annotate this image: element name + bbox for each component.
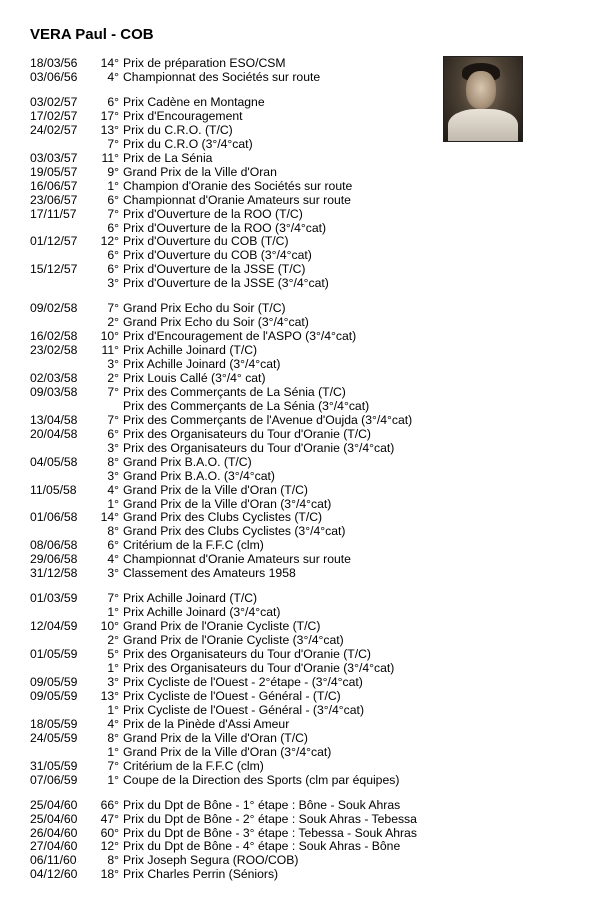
result-event: Prix des Organisateurs du Tour d'Oranie (3°/4°cat) [123, 661, 395, 675]
result-date: 29/06/58 [30, 552, 78, 567]
result-event: Prix des Commerçants de La Sénia (T/C) [123, 385, 346, 399]
result-date: 04/05/58 [30, 454, 78, 469]
result-rank: 6° [107, 95, 119, 110]
result-date: 01/03/59 [30, 591, 78, 606]
result-rank: 6° [107, 426, 119, 441]
result-date: 01/12/57 [30, 234, 78, 249]
result-event: Champion d'Oranie des Sociétés sur route [123, 178, 353, 193]
result-event: Prix du Dpt de Bône - 1° étape : Bône - Souk Ahras [123, 797, 401, 812]
result-date: 09/03/58 [30, 385, 78, 399]
result-rank: 17° [100, 109, 119, 123]
result-rank: 6° [107, 248, 119, 263]
result-date: 08/06/58 [30, 538, 78, 553]
result-date: 18/05/59 [30, 716, 78, 731]
result-rank: 12° [100, 839, 119, 854]
result-event: Prix Cadène en Montagne [123, 95, 265, 110]
result-date: 01/06/58 [30, 510, 78, 525]
result-rank: 1° [107, 661, 119, 675]
result-event: Grand Prix de l'Oranie Cycliste (T/C) [123, 619, 321, 634]
result-event: Prix des Organisateurs du Tour d'Oranie (T/C) [123, 426, 371, 441]
result-rank: 3° [107, 440, 119, 455]
result-event: Prix d'Encouragement [123, 109, 243, 123]
result-date: 24/05/59 [30, 730, 78, 745]
result-rank: 3° [107, 468, 119, 483]
result-date: 18/03/56 [30, 56, 78, 70]
result-event: Prix d'Ouverture du COB (T/C) [123, 234, 289, 249]
result-date: 19/05/57 [30, 164, 78, 179]
result-event: Critérium de la F.F.C (clm) [123, 538, 264, 553]
result-rank: 60° [100, 825, 119, 840]
portrait-face [466, 71, 496, 109]
result-date: 31/12/58 [30, 566, 78, 581]
result-rank: 10° [100, 329, 119, 344]
result-event: Grand Prix des Clubs Cyclistes (T/C) [123, 510, 323, 525]
result-event: Grand Prix B.A.O. (3°/4°cat) [123, 468, 275, 483]
result-date: 16/06/57 [30, 178, 78, 193]
result-event: Grand Prix de la Ville d'Oran (T/C) [123, 482, 308, 497]
result-date: 03/02/57 [30, 95, 78, 110]
result-rank: 2° [107, 315, 119, 330]
result-date: 07/06/59 [30, 772, 78, 787]
result-event: Prix de préparation ESO/CSM [123, 56, 286, 70]
result-rank: 8° [107, 524, 119, 539]
result-rank: 4° [107, 716, 119, 731]
result-event: Prix Charles Perrin (Séniors) [123, 867, 279, 882]
result-date: 03/03/57 [30, 150, 78, 165]
result-rank: 47° [100, 811, 119, 826]
result-event: Prix Achille Joinard (3°/4°cat) [123, 357, 281, 372]
result-date: 02/03/58 [30, 371, 78, 386]
result-date: 27/04/60 [30, 839, 78, 854]
result-rank: 66° [100, 797, 119, 812]
result-rank: 1° [107, 605, 119, 620]
result-rank: 13° [100, 122, 119, 137]
result-event: Prix d'Ouverture de la ROO (T/C) [123, 206, 303, 221]
result-rank: 1° [107, 178, 119, 193]
result-event: Grand Prix B.A.O. (T/C) [123, 454, 252, 469]
result-event: Prix d'Encouragement de l'ASPO (3°/4°cat) [123, 329, 357, 344]
result-event: Prix d'Ouverture de la JSSE (3°/4°cat) [123, 276, 329, 291]
result-event: Prix Achille Joinard (T/C) [123, 343, 258, 358]
result-rank: 5° [107, 647, 119, 662]
result-rank: 7° [107, 591, 119, 606]
result-event: Prix du Dpt de Bône - 3° étape : Tebessa - Souk Ahras [123, 825, 417, 840]
result-event: Prix du Dpt de Bône - 4° étape : Souk Ahras - Bône [123, 839, 401, 854]
result-event: Championnat des Sociétés sur route [123, 69, 321, 84]
result-event: Prix de la Pinède d'Assi Ameur [123, 716, 290, 731]
result-event: Classement des Amateurs 1958 [123, 566, 296, 581]
result-event: Prix du C.R.O (3°/4°cat) [123, 136, 253, 151]
result-rank: 7° [107, 301, 119, 316]
result-rank: 10° [100, 619, 119, 634]
result-event: Grand Prix de la Ville d'Oran (3°/4°cat) [123, 744, 332, 759]
rider-portrait-photo [443, 56, 523, 142]
result-event: Championnat d'Oranie Amateurs sur route [123, 552, 351, 567]
result-event: Prix des Commerçants de l'Avenue d'Oujda (3°/4°cat) [123, 412, 413, 427]
result-event: Prix Achille Joinard (T/C) [123, 591, 258, 606]
result-rank: 11° [101, 150, 119, 165]
result-event: Prix des Organisateurs du Tour d'Oranie (3°/4°cat) [123, 440, 395, 455]
result-event: Prix Cycliste de l'Ouest - Général - (T/C) [123, 688, 341, 703]
result-rank: 1° [107, 772, 119, 787]
result-rank: 6° [107, 538, 119, 553]
result-rank: 18° [100, 867, 119, 882]
result-rank: 3° [107, 566, 119, 581]
result-date: 25/04/60 [30, 811, 78, 826]
result-rank: 13° [100, 688, 119, 703]
result-rank: 12° [100, 234, 119, 249]
result-event: Grand Prix de la Ville d'Oran (3°/4°cat) [123, 496, 332, 511]
result-date: 24/02/57 [30, 122, 78, 137]
result-rank: 3° [107, 276, 119, 291]
result-rank: 2° [107, 633, 119, 648]
result-event: Prix Louis Callé (3°/4° cat) [123, 371, 266, 386]
result-event: Grand Prix de la Ville d'Oran (T/C) [123, 730, 308, 745]
result-event: Prix du C.R.O. (T/C) [123, 122, 233, 137]
result-event: Prix des Commerçants de La Sénia (3°/4°cat) [123, 398, 370, 413]
result-rank: 6° [107, 262, 119, 277]
result-event: Prix d'Ouverture de la ROO (3°/4°cat) [123, 220, 327, 235]
result-date: 25/04/60 [30, 797, 78, 812]
result-date: 20/04/58 [30, 426, 78, 441]
result-date: 17/02/57 [30, 109, 78, 123]
result-date: 23/02/58 [30, 343, 78, 358]
result-event: Grand Prix des Clubs Cyclistes (3°/4°cat) [123, 524, 346, 539]
result-event: Prix d'Ouverture de la JSSE (T/C) [123, 262, 306, 277]
result-date: 09/02/58 [30, 301, 78, 316]
result-rank: 2° [107, 371, 119, 386]
result-rank: 7° [107, 385, 119, 399]
result-event: Prix des Organisateurs du Tour d'Oranie (T/C) [123, 647, 371, 662]
result-date: 01/05/59 [30, 647, 78, 662]
page-title: VERA Paul - COB [30, 26, 154, 43]
result-date: 26/04/60 [30, 825, 78, 840]
result-rank: 8° [107, 454, 119, 469]
result-event: Grand Prix de l'Oranie Cycliste (3°/4°cat) [123, 633, 344, 648]
result-date: 11/05/58 [30, 482, 77, 497]
result-rank: 6° [107, 192, 119, 207]
result-event: Grand Prix Echo du Soir (3°/4°cat) [123, 315, 309, 330]
result-date: 09/05/59 [30, 674, 78, 689]
result-event: Prix d'Ouverture du COB (3°/4°cat) [123, 248, 312, 263]
result-date: 31/05/59 [30, 758, 78, 773]
result-event: Grand Prix Echo du Soir (T/C) [123, 301, 286, 316]
result-rank: 8° [107, 730, 119, 745]
result-rank: 14° [100, 510, 119, 525]
result-date: 23/06/57 [30, 192, 78, 207]
result-date: 17/11/57 [30, 206, 77, 221]
result-rank: 7° [107, 206, 119, 221]
result-rank: 7° [107, 412, 119, 427]
result-rank: 4° [107, 552, 119, 567]
result-event: Prix Joseph Segura (ROO/COB) [123, 853, 299, 868]
result-date: 13/04/58 [30, 412, 78, 427]
result-rank: 9° [107, 164, 119, 179]
result-event: Prix du Dpt de Bône - 2° étape : Souk Ahras - Tebessa [123, 811, 417, 826]
result-date: 06/11/60 [30, 853, 77, 868]
result-rank: 6° [107, 220, 119, 235]
result-rank: 7° [107, 758, 119, 773]
result-rank: 14° [100, 56, 119, 70]
result-rank: 3° [107, 357, 119, 372]
result-date: 16/02/58 [30, 329, 78, 344]
result-event: Prix Cycliste de l'Ouest - Général - (3°/4°cat) [123, 702, 365, 717]
result-rank: 4° [107, 482, 119, 497]
result-rank: 7° [107, 136, 119, 151]
result-rank: 8° [107, 853, 119, 868]
result-event: Championnat d'Oranie Amateurs sur route [123, 192, 351, 207]
result-event: Coupe de la Direction des Sports (clm par équipes) [123, 772, 400, 787]
result-rank: 1° [107, 744, 119, 759]
result-rank: 11° [101, 343, 119, 358]
result-rank: 1° [107, 702, 119, 717]
result-rank: 1° [107, 496, 119, 511]
result-date: 04/12/60 [30, 867, 78, 882]
result-date: 12/04/59 [30, 619, 78, 634]
result-date: 09/05/59 [30, 688, 78, 703]
result-rank: 3° [107, 674, 119, 689]
result-event: Prix Cycliste de l'Ouest - 2°étape - (3°/4°cat) [123, 674, 363, 689]
result-date: 15/12/57 [30, 262, 78, 277]
result-event: Critérium de la F.F.C (clm) [123, 758, 264, 773]
result-rank: 4° [107, 69, 119, 84]
result-event: Prix Achille Joinard (3°/4°cat) [123, 605, 281, 620]
result-date: 03/06/56 [30, 69, 78, 84]
portrait-shirt [448, 109, 518, 142]
result-event: Grand Prix de la Ville d'Oran [123, 164, 277, 179]
result-event: Prix de La Sénia [123, 150, 213, 165]
